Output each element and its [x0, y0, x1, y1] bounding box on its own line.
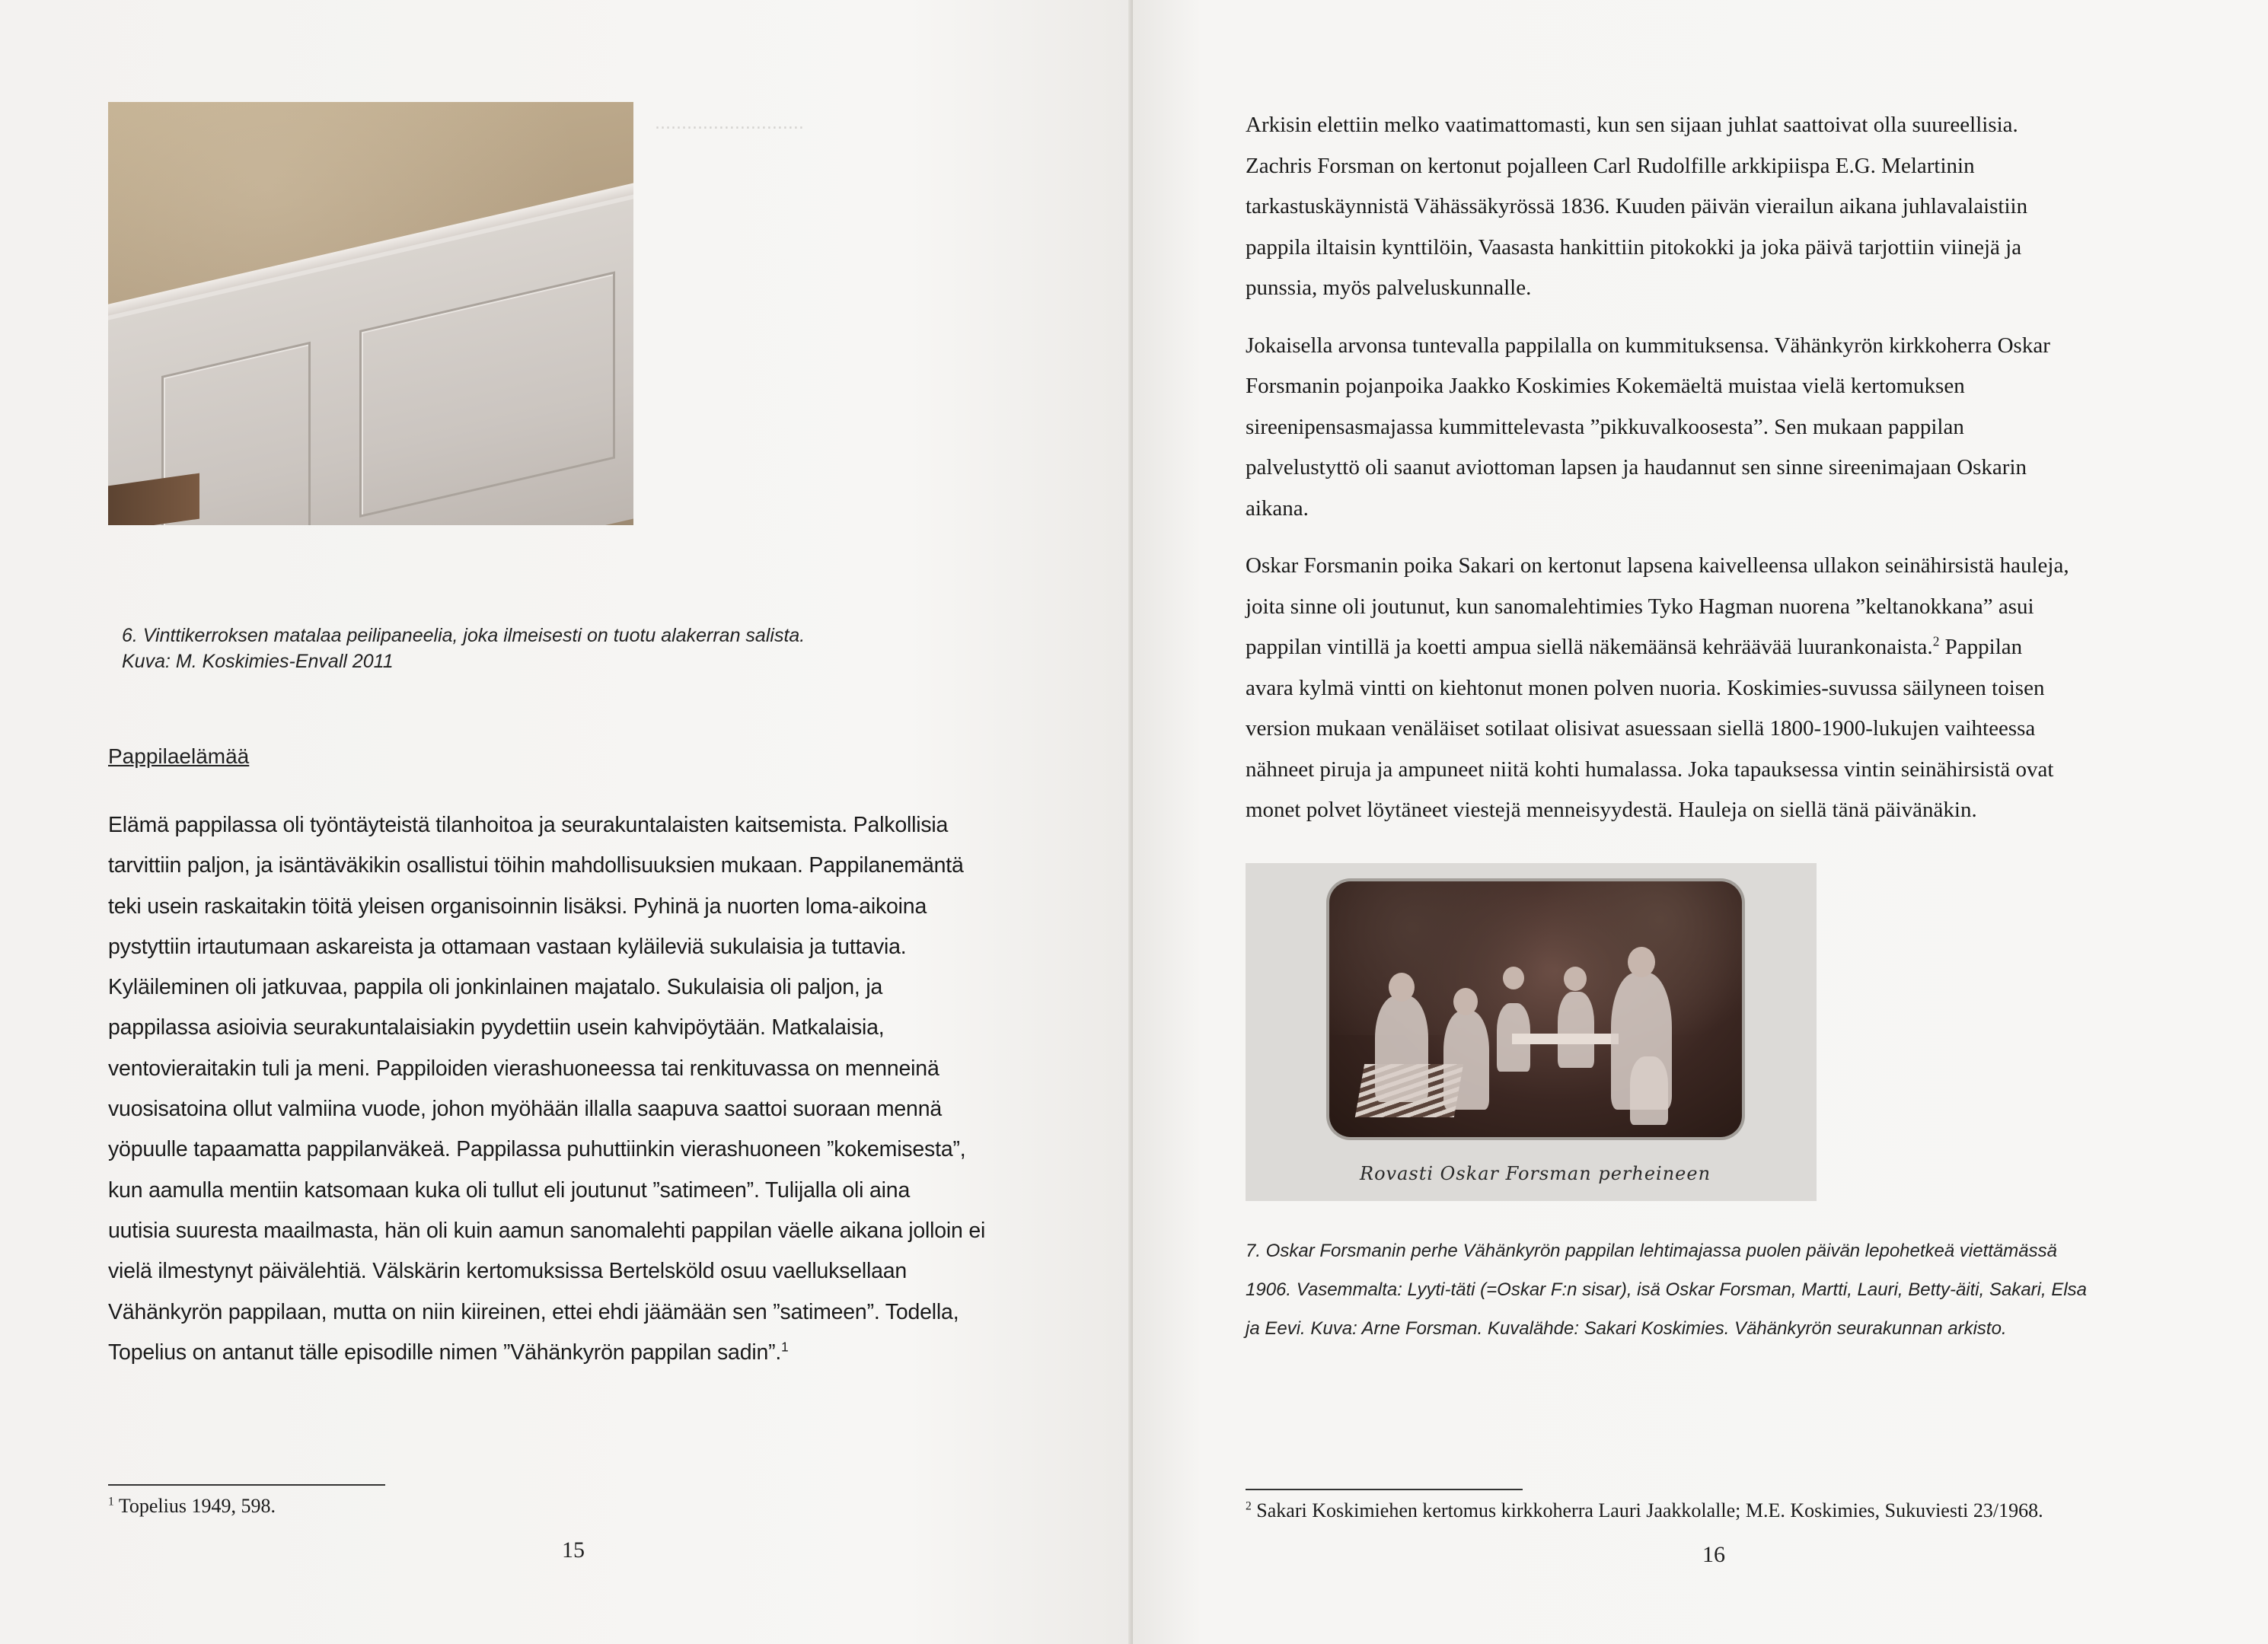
text-line: Topelius on antanut tälle episodille nimen ”Vähänkyrön pappilan sadin”.$^1$: [108, 1340, 789, 1365]
text-line: monet polvet löytäneet viestejä menneisyydestä. Hauleja on siellä tänä päivänäkin.: [1246, 798, 1977, 822]
footnote-ref: 2: [1932, 633, 1940, 649]
text-line: version mukaan venäläiset sotilaat olisivat asuessaan siellä 1800-1900-lukujen vaihteessa: [1246, 716, 2036, 741]
photo-caption-right: [1246, 1231, 2235, 1348]
text-line: ventovieraitakin tuli ja meni. Pappiloiden vierashuoneessa tai renkituvassa on menneinä: [108, 1056, 939, 1081]
caption-line: 1906. Vasemmalta: Lyyti-täti (=Oskar F:n sisar), isä Oskar Forsman, Martti, Lauri, Betty-äiti, Sakari, Elsa: [1246, 1279, 2088, 1300]
text-line: sireenipensasmajassa kummittelevasta ”pikkuvalkoosesta”. Sen mukaan pappilan: [1246, 414, 1964, 439]
photo-card: [1329, 881, 1742, 1137]
text-line: Vähänkyrön pappilaan, mutta on niin kiireinen, ettei ehdi jäämään sen ”satimeen”. Todella,: [108, 1299, 959, 1324]
text-line: nähneet piruja ja ampuneet niitä kohti humalassa. Joka tapauksessa vintin seinähirsistä ovat: [1246, 757, 2054, 782]
text-line: joita sinne oli joutunut, kun sanomalehtimies Tyko Hagman nuorena ”keltanokkana” asui: [1246, 594, 2034, 619]
text-line: Elämä pappilassa oli työntäyteistä tilanhoitoa ja seurakuntalaisten kaitsemista. Palkollisia: [108, 813, 949, 837]
text-line: palvelustyttö oli saanut aviottoman lapsen ja haudannut sen sinne sireenimajaan Oskarin: [1246, 455, 2027, 480]
text-line: teki usein raskaitakin töitä yleisen organisoinnin lisäksi. Pyhinä ja nuorten loma-aikoina: [108, 894, 927, 919]
footnote-rule: [108, 1484, 385, 1486]
paragraph: [1246, 105, 2235, 309]
text-line: Jokaisella arvonsa tuntevalla pappilalla on kummituksensa. Vähänkyrön kirkkoherra Oskar: [1246, 333, 2050, 358]
text-line: avara kylmä vintti on kiehtonut monen polven nuoria. Koskimies-suvussa säilyneen toisen: [1246, 675, 2045, 700]
wall-panel-photo: [108, 102, 633, 525]
paragraph: [1246, 326, 2235, 530]
text-line: Zachris Forsman on kertonut pojalleen Carl Rudolfille arkkipiispa E.G. Melartinin: [1246, 153, 1975, 178]
show-through-text: ............................: [655, 114, 804, 133]
text-line: vuosisatoina ollut valmiina vuode, johon myöhään illalla saapuva saattoi suoraan mennä: [108, 1097, 942, 1122]
text-line: vielä ilmestynyt päivälehtiä. Välskärin kertomuksissa Bertelsköld osuu vaelluksellaan: [108, 1259, 908, 1284]
photo-inscription: Rovasti Oskar Forsman perheineen: [1360, 1163, 1711, 1184]
text-line: kun aamulla mentiin katsomaan kuka oli tullut eli joutunut ”satimeen”. Tulijalla oli aina: [108, 1177, 911, 1203]
caption-line: 7. Oskar Forsmanin perhe Vähänkyrön pappilan lehtimajassa puolen päivän lepohetkeä viettämässä: [1246, 1241, 2057, 1261]
footnote: $^1$ Topelius 1949, 598.: [108, 1495, 276, 1517]
text-line: aikana.: [1246, 495, 1309, 521]
photo-caption: [122, 623, 883, 674]
caption-credit: Kuva: M. Koskimies-Envall 2011: [122, 651, 394, 672]
text-line: tarvittiin paljon, ja isäntäväkikin osallistui töihin mahdollisuuksien mukaan. Pappilanemäntä: [108, 853, 964, 878]
page-number: 15: [562, 1537, 585, 1563]
caption-line: ja Eevi. Kuva: Arne Forsman. Kuvalähde: Sakari Koskimies. Vähänkyrön seurakunnan arkisto.: [1246, 1318, 2007, 1339]
text-line: Oskar Forsmanin poika Sakari on kertonut lapsena kaivelleensa ullakon seinähirsistä hauleja,: [1246, 553, 2069, 578]
caption-line: 6. Vinttikerroksen matalaa peilipaneelia, joka ilmeisesti on tuotu alakerran salista.: [122, 625, 805, 646]
text-line: Forsmanin pojanpoika Jaakko Koskimies Kokemäeltä muistaa vielä kertomuksen: [1246, 374, 1965, 398]
page-number: 16: [1702, 1542, 1725, 1567]
text-line: punssia, myös palveluskunnalle.: [1246, 276, 1532, 300]
body-text: [108, 805, 1060, 1373]
text-line: Kyläileminen oli jatkuvaa, pappila oli jonkinlainen majatalo. Sukulaisia oli paljon, ja: [108, 975, 883, 1000]
left-page: [0, 0, 1133, 1644]
text-line: pystyttiin irtautumaan askareista ja ottamaan vastaan kyläileviä sukulaisia ja tuttavia.: [108, 934, 907, 959]
footnote-ref: 1: [781, 1340, 789, 1355]
text-line: pappilassa asioivia seurakuntalaisiakin pyydettiin usein kahvipöytään. Matkalaisia,: [108, 1015, 885, 1040]
footnote: $^2$ Sakari Koskimiehen kertomus kirkkoherra Lauri Jaakkolalle; M.E. Koskimies, Sukuviesti 23/1968.: [1246, 1499, 2043, 1521]
section-title: Pappilaelämää: [108, 744, 250, 768]
footnote-rule: [1246, 1489, 1523, 1490]
text-line: pappilan vintillä ja koetti ampua siellä näkemäänsä kehräävää luurankonaista.$^2$ Pappilan: [1246, 633, 2023, 659]
paragraph: [1246, 546, 2235, 831]
text-line: yöpuulle tapaamatta pappilanväkeä. Pappilassa puhuttiinkin vierashuoneen ”kokemisesta”,: [108, 1137, 966, 1162]
text-line: tarkastuskäynnistä Vähässäkyrössä 1836. Kuuden päivän vierailun aikana juhlavalaistiin: [1246, 194, 2028, 218]
text-line: Arkisin elettiin melko vaatimattomasti, kun sen sijaan juhlat saattoivat olla suureellisia.: [1246, 113, 2018, 137]
text-line: uutisia suuresta maailmasta, hän oli kuin aamun sanomalehti pappilan väelle aikana jolloin ei: [108, 1218, 986, 1243]
family-photo: [1246, 863, 1817, 1201]
text-line: pappila iltaisin kynttilöin, Vaasasta hankittiin pitokokki ja joka päivä tarjottiin viinejä ja: [1246, 234, 2022, 260]
body-text-right: [1246, 105, 2235, 848]
